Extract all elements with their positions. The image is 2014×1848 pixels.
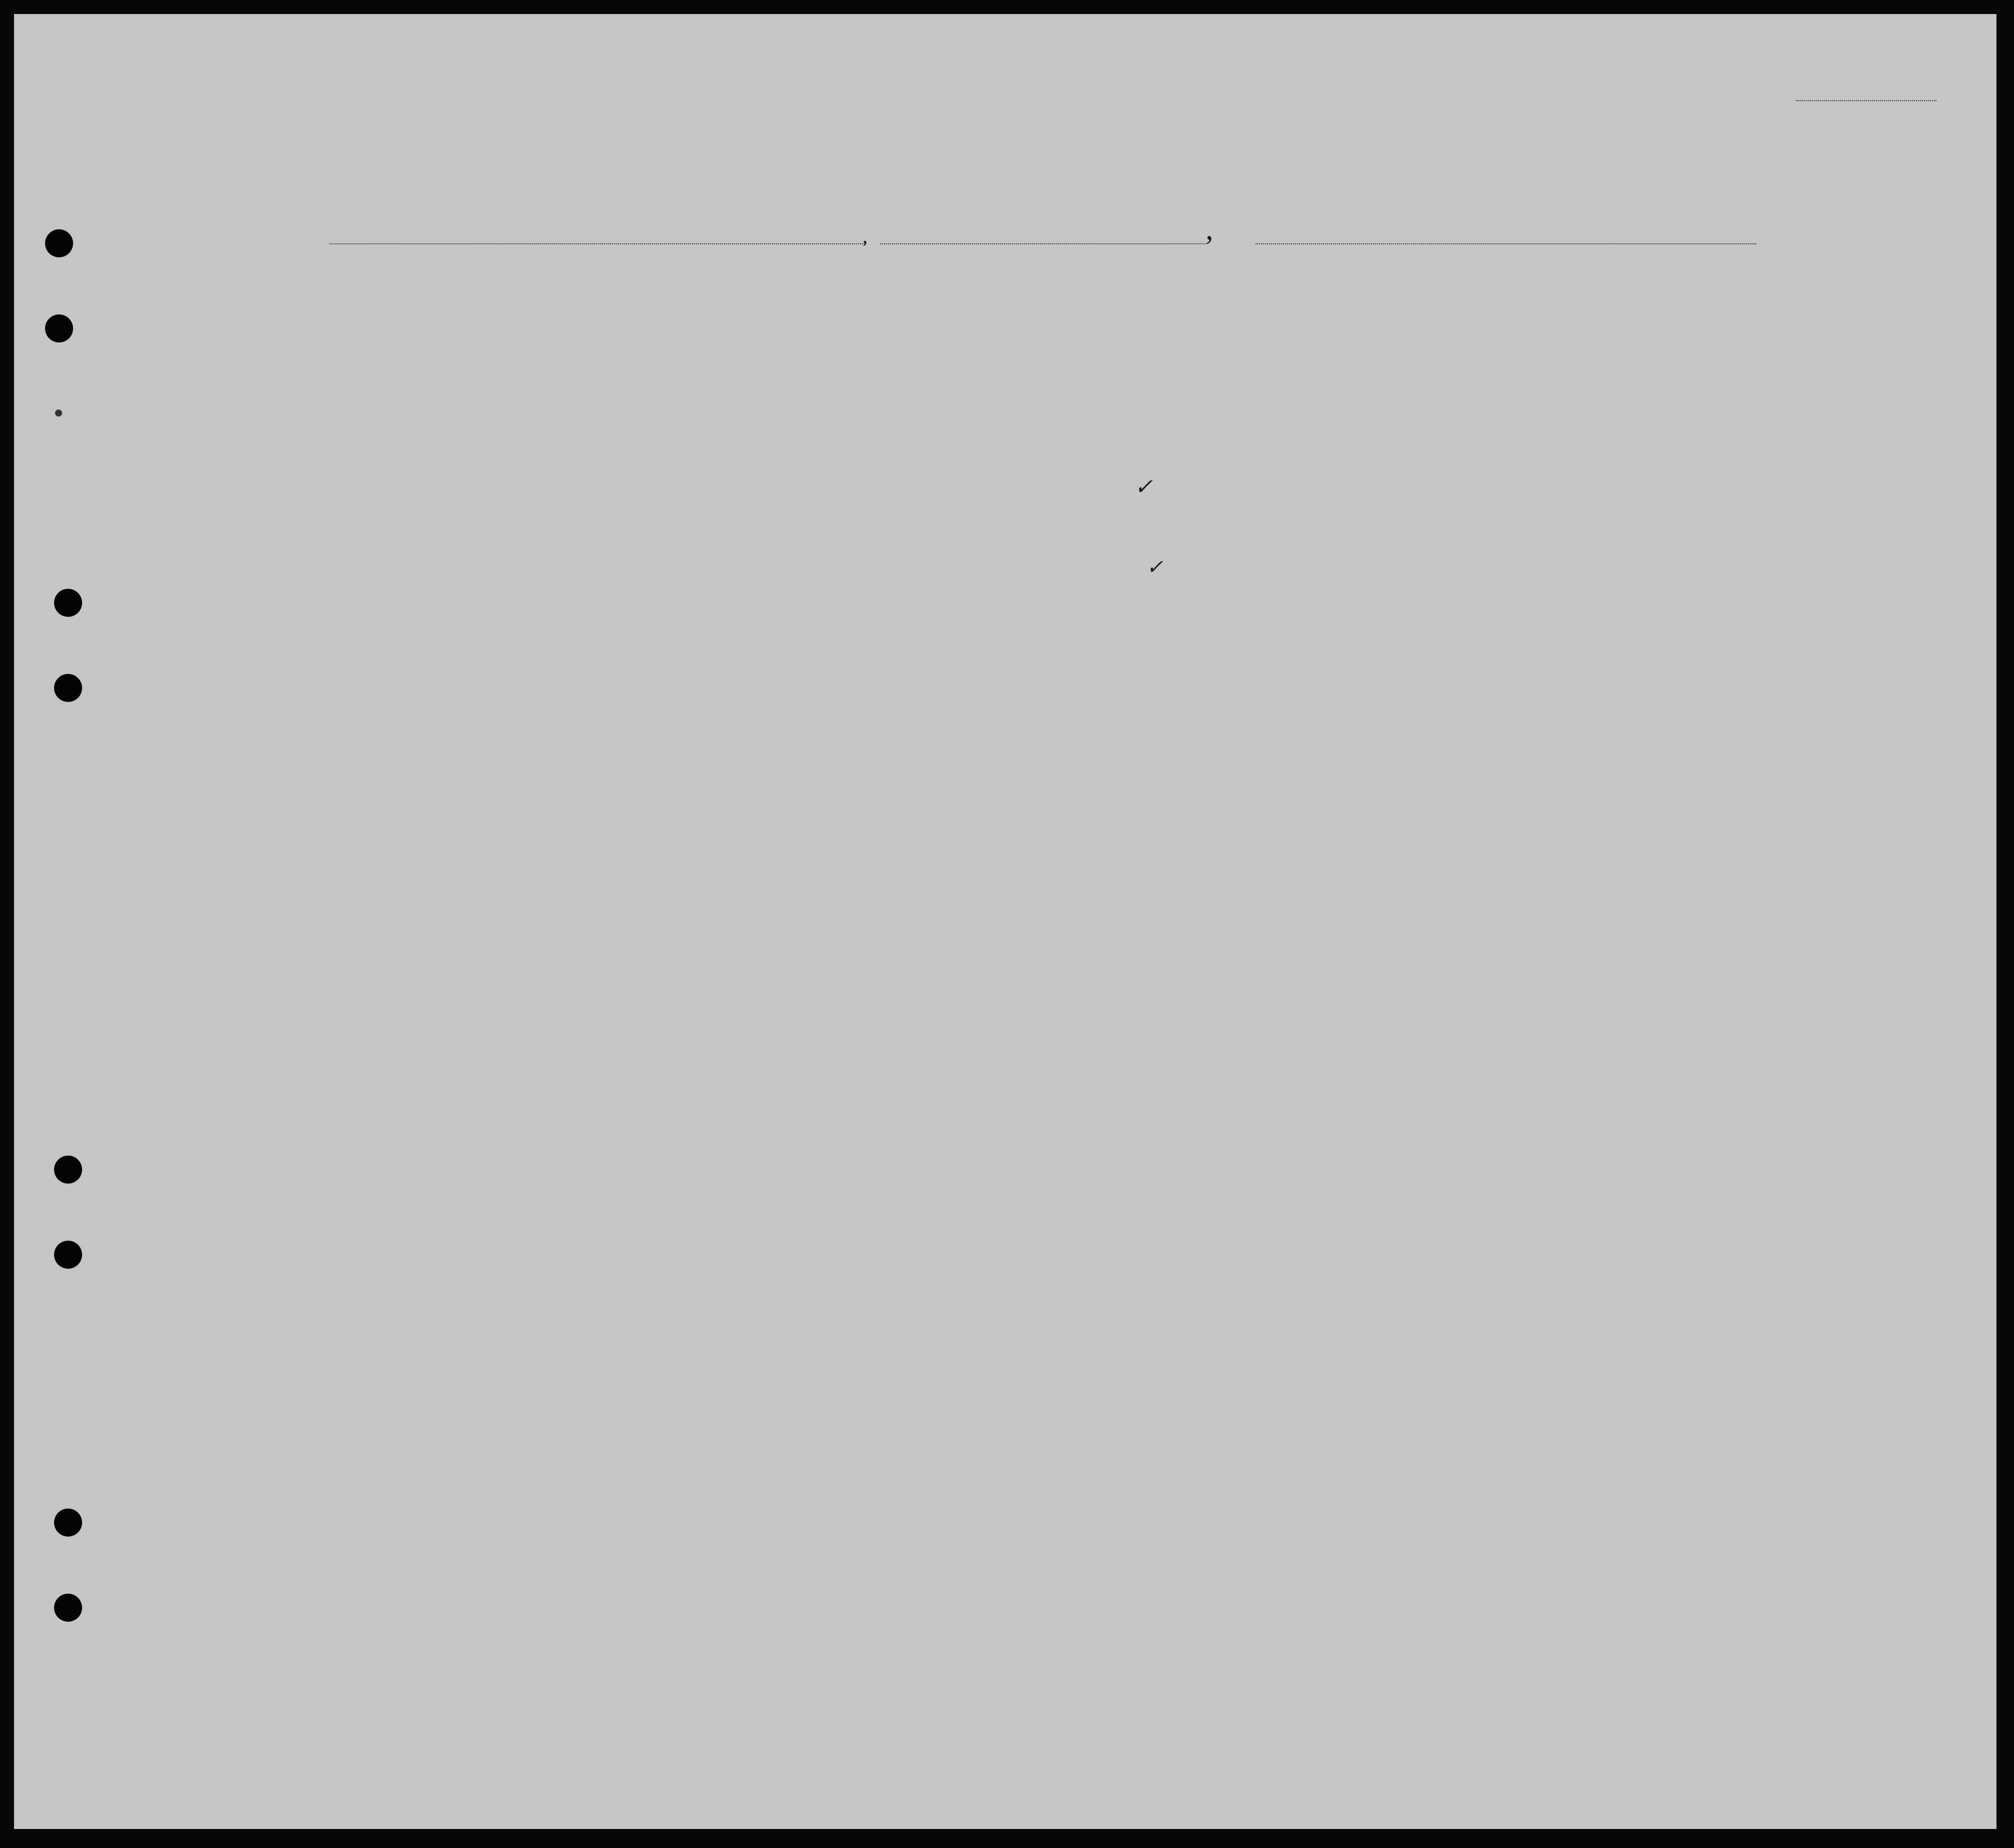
header-yes-or-no [741,364,768,430]
header-foreign-country [406,359,456,435]
header-purpose-a [1183,339,1218,440]
header-final-destination-note [405,328,580,339]
header-year-or-period [773,385,828,435]
header-q29 [1460,309,1499,435]
header-state [457,400,502,435]
header-health [1547,329,1597,405]
header-if-yes [770,359,929,373]
header-prison [1298,309,1333,435]
header-q30 [1500,309,1523,435]
header-final-destination [405,309,580,327]
header-in-usa [457,359,580,395]
header-purpose-b [1231,339,1260,440]
header-ticket [583,303,608,439]
header-city [503,400,578,435]
header-join-relative [940,329,1160,420]
header-polygamist [1337,309,1361,435]
header-complexion [1712,344,1747,395]
header-ever-before [740,309,929,344]
header-purpose [1183,309,1296,334]
header-deformed [1596,329,1656,405]
header-passage-paid-note [613,389,708,436]
header-date-last-departure [886,385,930,435]
header-no-on-list [104,304,156,440]
header-inches [1685,385,1708,435]
header-marks [1829,339,1964,410]
header-q31 [1524,309,1547,435]
header-color-of [1748,319,1828,354]
comma: , [863,225,868,247]
header-purpose-c [1262,339,1291,440]
check-mark: ✓ [1134,476,1153,501]
header-feet [1660,385,1683,435]
header-where [829,385,884,435]
immigration-manifest-sheet [14,14,1996,1829]
header-height [1659,320,1711,350]
header-hair [1748,385,1788,435]
header-eyes [1789,385,1827,435]
header-q28 [1392,309,1458,435]
header-anarchist [1363,309,1387,435]
header-name-address [160,304,421,440]
header-possession-50 [712,303,736,439]
year-prefix: , [1205,212,1214,246]
table-grid [14,14,1996,1829]
header-passage-paid [611,339,711,380]
check-mark: ✓ [1146,558,1163,580]
header-last-residence [740,344,929,354]
